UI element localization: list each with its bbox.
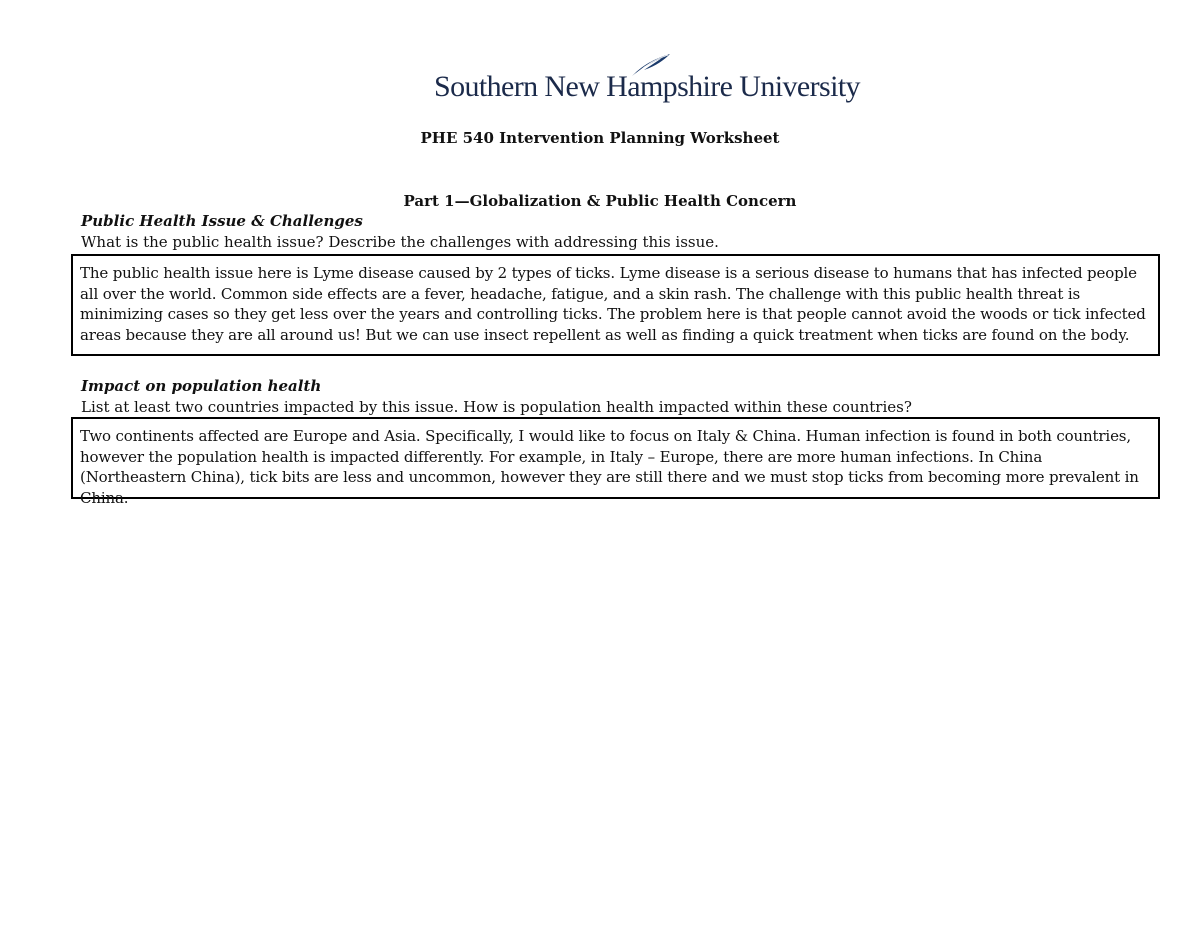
section-heading-public-health-issue: Public Health Issue & Challenges xyxy=(81,212,363,230)
university-logo xyxy=(430,52,860,108)
answer-box-public-health-issue[interactable]: The public health issue here is Lyme disease caused by 2 types of ticks. Lyme disease is a serious disease to humans that has infected people all over the world. Common side effects are a fever, headache, fatigue, and a skin rash. The challenge with this public health threat is minimizing cases so they get less over the years and controlling ticks. The problem here is that people cannot avoid the woods or tick infected areas because they are all around us! But we can use insect repellent as well as finding a quick treatment when ticks are found on the body. xyxy=(71,254,1160,356)
section-heading-population-impact: Impact on population health xyxy=(81,377,322,395)
document-title: PHE 540 Intervention Planning Worksheet xyxy=(420,129,780,147)
section-question-public-health-issue: What is the public health issue? Describe the challenges with addressing this issue. xyxy=(81,233,719,251)
answer-box-population-impact[interactable]: Two continents affected are Europe and Asia. Specifically, I would like to focus on Italy & China. Human infection is found in both countries, however the population health is impacted differently. For example, in Italy – Europe, there are more human infections. In China (Northeastern China), tick bits are less and uncommon, however they are still there and we must stop ticks from becoming more prevalent in China. xyxy=(71,417,1160,499)
part-title: Part 1—Globalization & Public Health Concern xyxy=(403,192,797,210)
section-question-population-impact: List at least two countries impacted by this issue. How is population health impacted within these countries? xyxy=(81,398,912,416)
logo-text: Southern New Hampshire University xyxy=(434,70,860,103)
